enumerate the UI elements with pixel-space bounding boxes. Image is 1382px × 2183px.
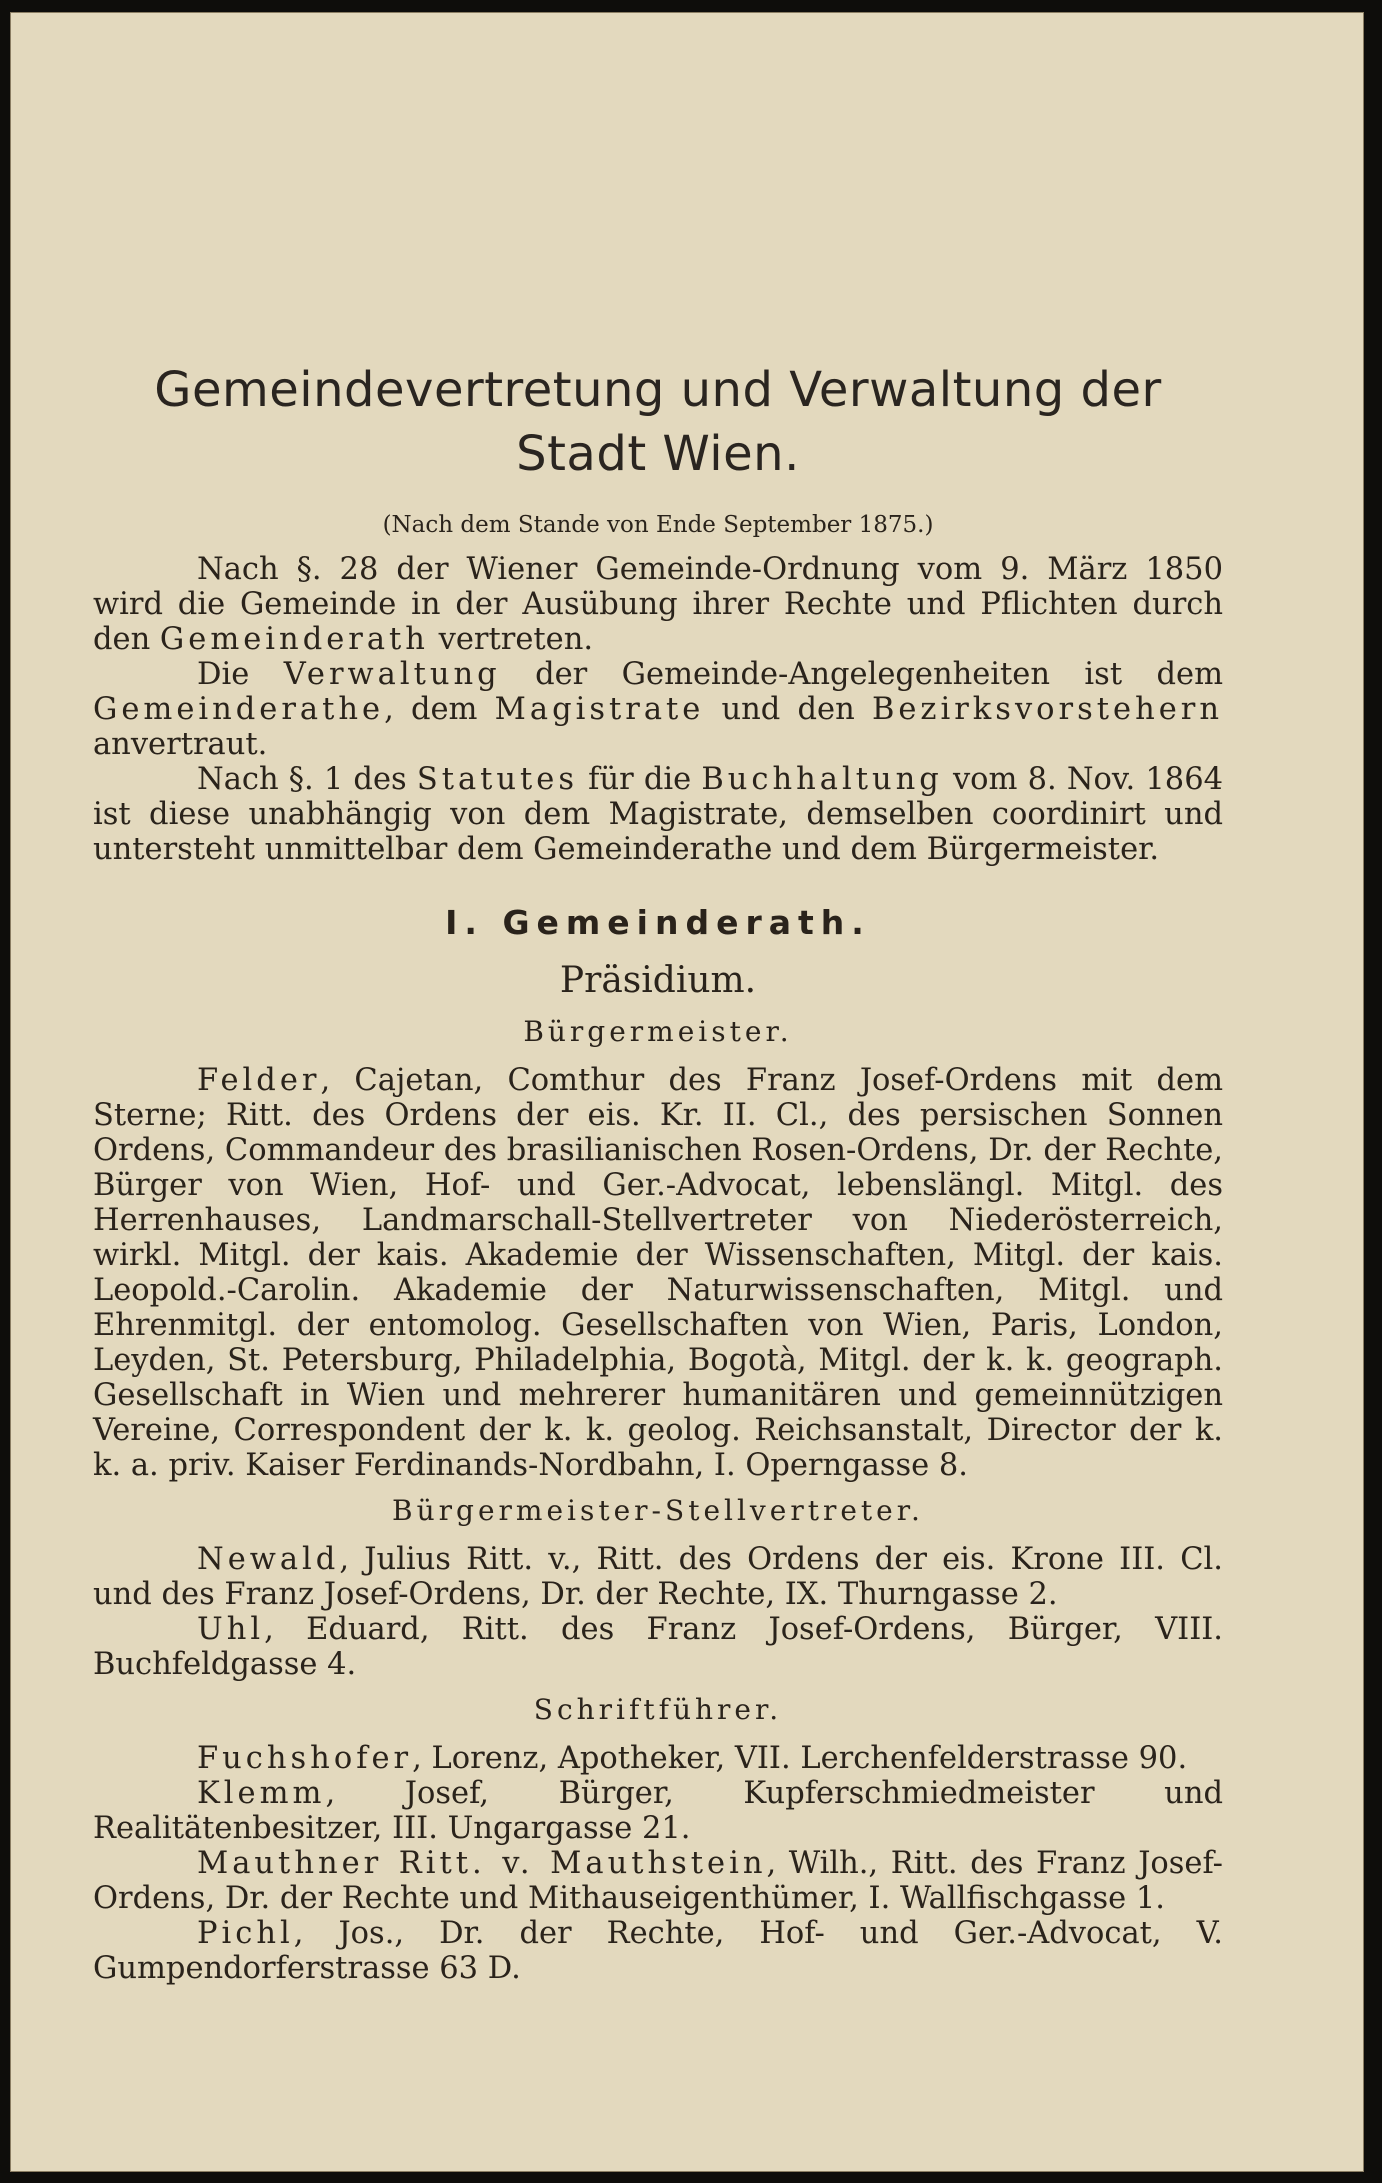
list-item: Newald, Julius Ritt. v., Ritt. des Ordens der eis. Krone III. Cl. und des Franz Josef-Ordens, Dr. der Rechte, IX. Thurngasse 2.: [93, 1542, 1223, 1612]
book-page: [10, 12, 1364, 2172]
intro-paragraph-1: Nach §. 28 der Wiener Gemeinde-Ordnung vom 9. März 1850 wird die Gemeinde in der Ausübung ihrer Rechte und Pflichten durch den Gemeinderath vertreten.: [93, 552, 1223, 657]
intro-paragraph-2: Die Verwaltung der Gemeinde-Angelegenheiten ist dem Gemeinderathe, dem Magistrate und den Bezirksvorstehern anvertraut.: [93, 657, 1223, 762]
role-heading-buergermeister: Bürgermeister.: [523, 1015, 793, 1048]
list-item: Pichl, Jos., Dr. der Rechte, Hof- und Ger.-Advocat, V. Gumpendorferstrasse 63 D.: [93, 1916, 1223, 1986]
list-item: Felder, Cajetan, Comthur des Franz Josef-Ordens mit dem Sterne; Ritt. des Ordens der eis. Kr. II. Cl., des persischen Sonnen Ordens, Commandeur des brasilianischen Rosen-Ordens, Dr. der Rechte, Bürger von Wien, Hof- und Ger.-Advocat, lebenslängl. Mitgl. des Herrenhauses, Landmarschall-Stellvertreter von Niederösterreich, wirkl. Mitgl. der kais. Akademie der Wissenschaften, Mitgl. der kais. Leopold.-Carolin. Akademie der Naturwissenschaften, Mitgl. und Ehrenmitgl. der entomolog. Gesellschaften von Wien, Paris, London, Leyden, St. Petersburg, Philadelphia, Bogotà, Mitgl. der k. k. geograph. Gesellschaft in Wien und mehrerer humanitären und gemeinnützigen Vereine, Correspondent der k. k. geolog. Reichsanstalt, Director der k. k. a. priv. Kaiser Ferdinands-Nordbahn, I. Operngasse 8.: [93, 1063, 1223, 1483]
intro-paragraph-3: Nach §. 1 des Statutes für die Buchhaltung vom 8. Nov. 1864 ist diese unabhängig von dem Magistrate, demselben coordinirt und untersteht unmittelbar dem Gemeinderathe und dem Bürgermeister.: [93, 762, 1224, 867]
role-heading-stellvertreter: Bürgermeister-Stellvertreter.: [392, 1494, 924, 1527]
list-item: Mauthner Ritt. v. Mauthstein, Wilh., Ritt. des Franz Josef-Ordens, Dr. der Rechte und Mithauseigenthümer, I. Wallfischgasse 1.: [93, 1846, 1223, 1916]
list-item: Klemm, Josef, Bürger, Kupferschmiedmeister und Realitätenbesitzer, III. Ungargasse 21.: [93, 1776, 1223, 1846]
list-item: Fuchshofer, Lorenz, Apotheker, VII. Lerchenfelderstrasse 90.: [197, 1741, 1188, 1776]
role-heading-schriftfuehrer: Schriftführer.: [533, 1693, 783, 1726]
page-content: [93, 358, 1223, 1986]
section-subheading: Präsidium.: [559, 960, 757, 1001]
section-heading: I. Gemeinderath.: [445, 903, 871, 942]
page-title: Gemeindevertretung und Verwaltung der Stadt Wien.: [154, 362, 1162, 482]
status-date-note: (Nach dem Stande von Ende September 1875.): [382, 512, 934, 538]
list-item: Uhl, Eduard, Ritt. des Franz Josef-Ordens, Bürger, VIII. Buchfeldgasse 4.: [93, 1612, 1223, 1682]
